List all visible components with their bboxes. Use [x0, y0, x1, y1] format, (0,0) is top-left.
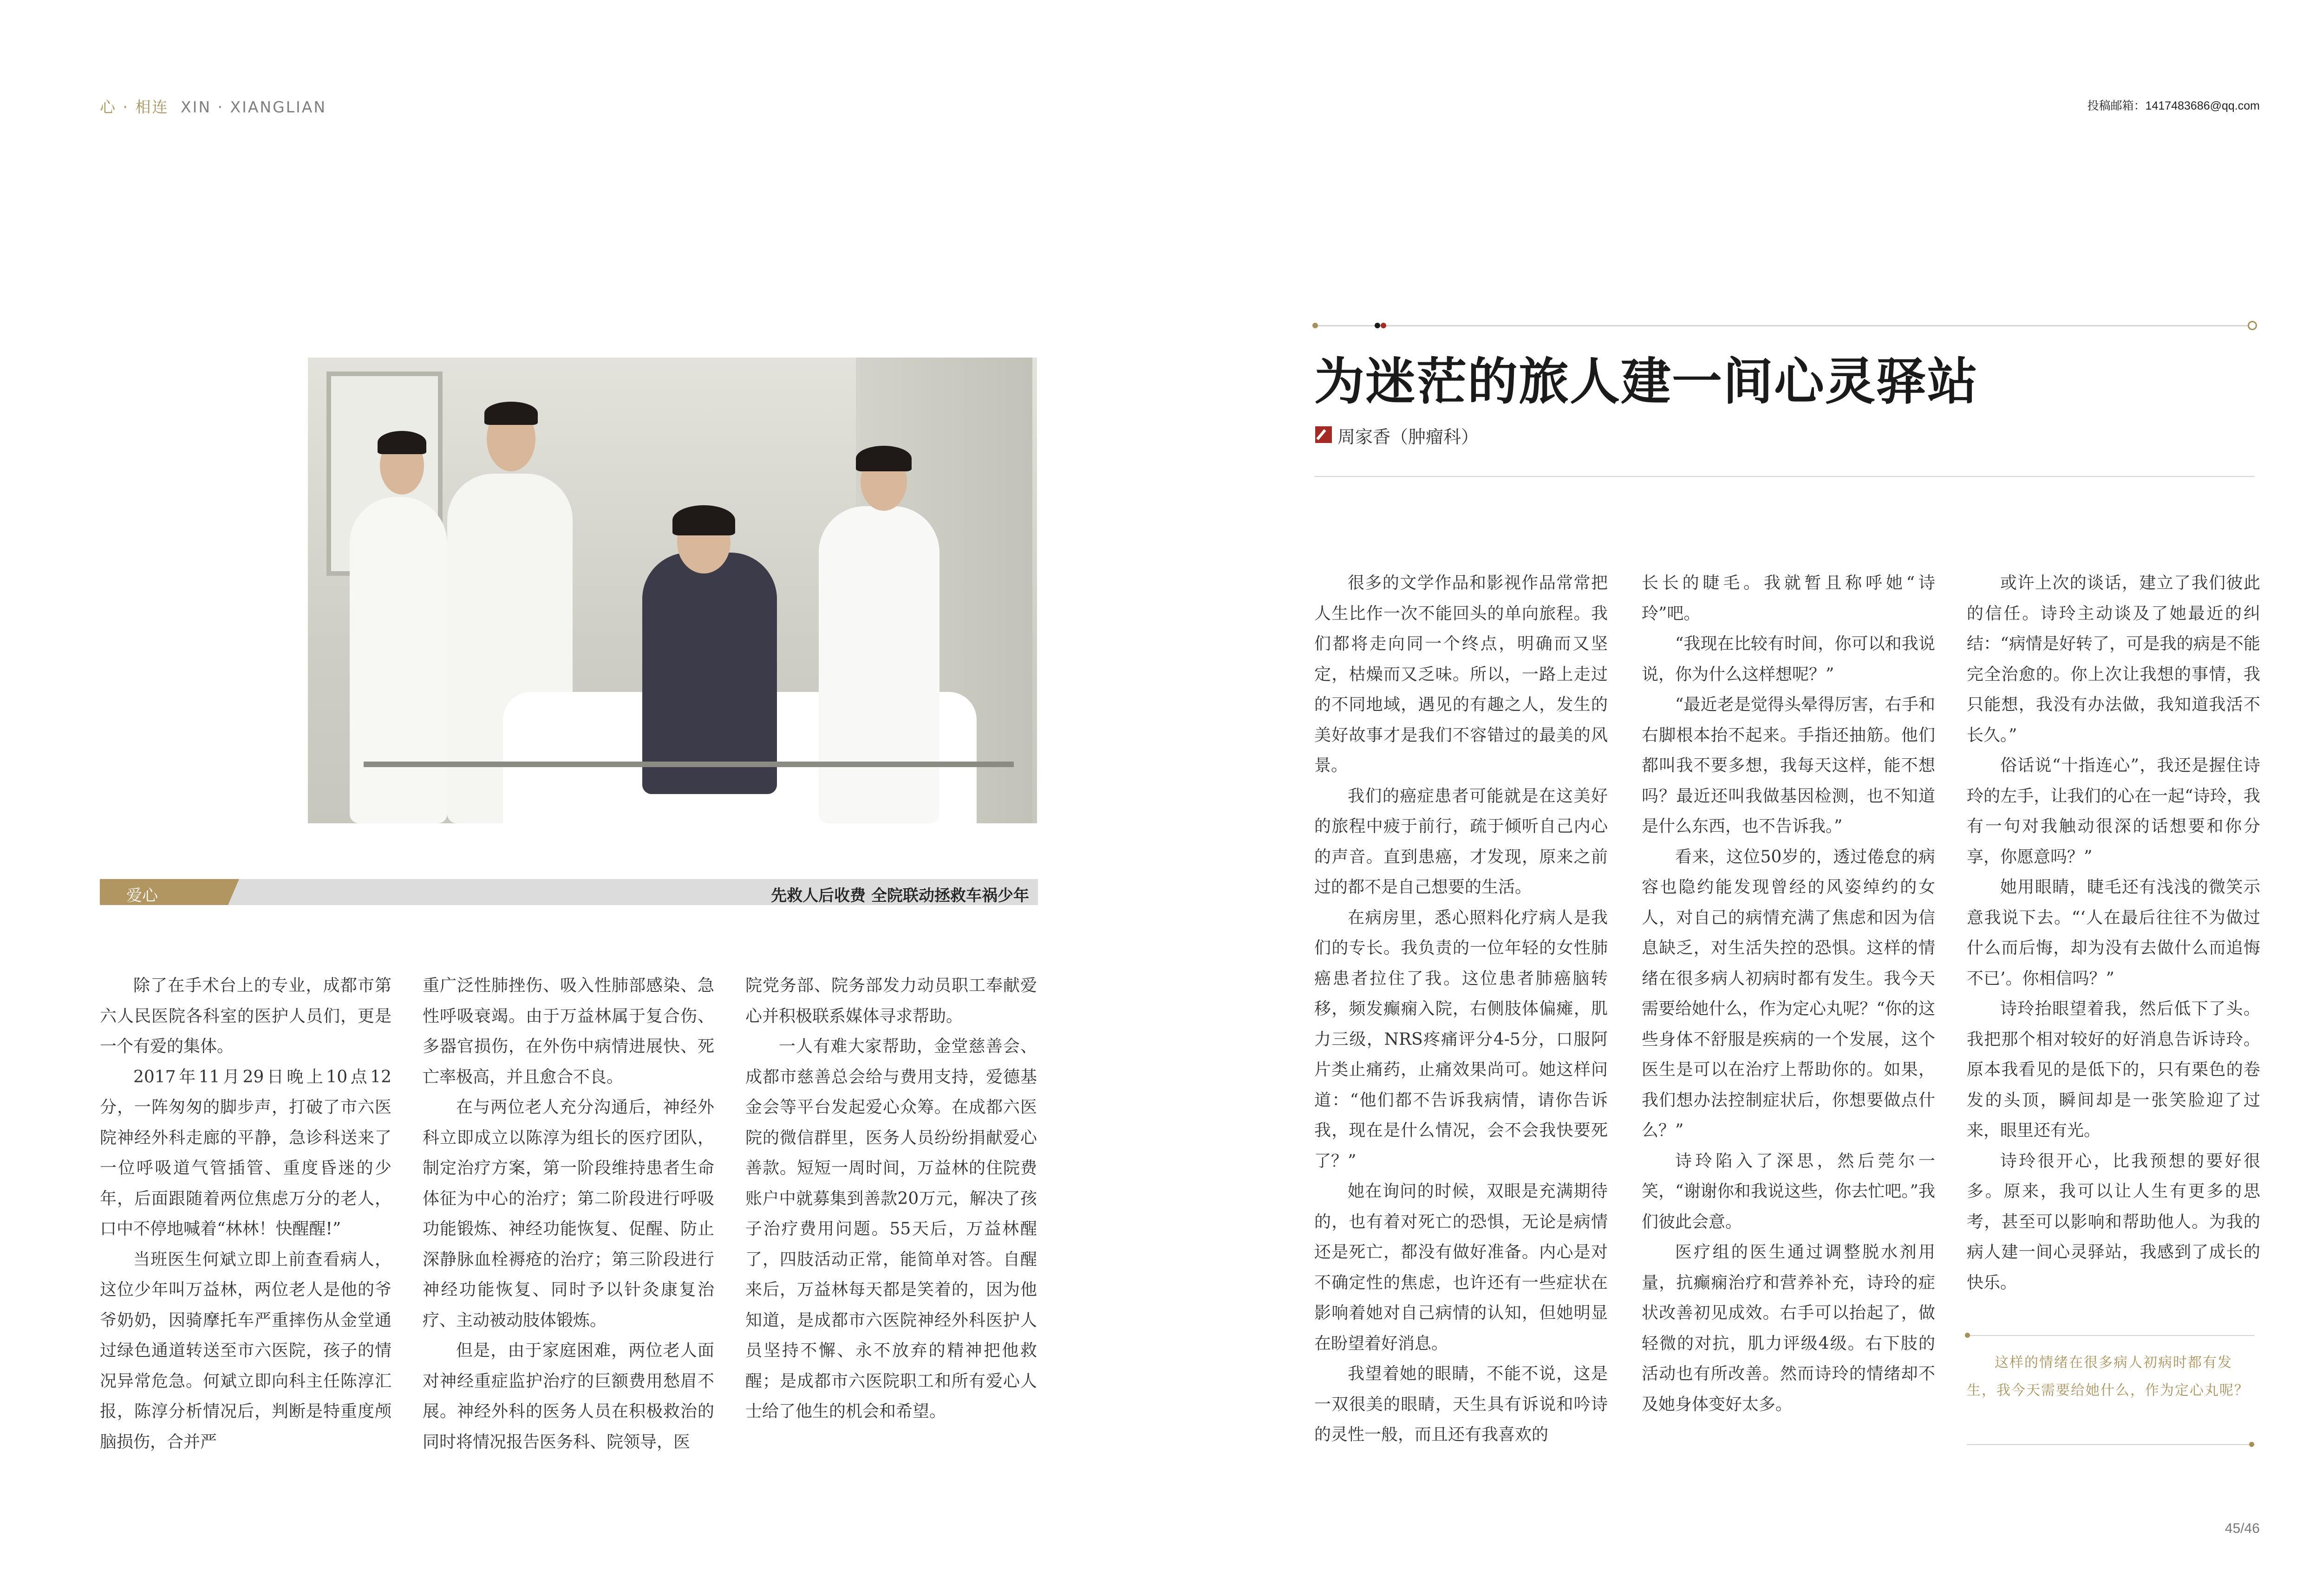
page-number: 45/46 — [2224, 1521, 2260, 1536]
paragraph: “最近老是觉得头晕得厉害，右手和右脚根本抬不起来。手指还抽筋。他们都叫我不要多想，我每天这样，能不想吗？最近还叫我做基因检测，也不知道是什么东西，也不告诉我。” — [1642, 695, 1935, 836]
paragraph: 在病房里，悉心照料化疗病人是我们的专长。我负责的一位年轻的女性肺癌患者拉住了我。这位患者肺癌脑转移，频发癫痫入院，右侧肢体偏瘫，肌力三级，NRS疼痛评分4-5分，口服阿片类止痛药，止痛效果尚可。她这样问道：“他们都不告诉我病情，请你告诉我，现在是什么情况，会不会我快要死了？” — [1314, 908, 1608, 1171]
photo-hair — [672, 505, 735, 535]
section-name-en: XIN · XIANGLIAN — [180, 98, 327, 116]
right-column-1 — [1314, 568, 1608, 1450]
photo-doctor-1 — [350, 497, 447, 823]
photo-nurse — [819, 506, 939, 823]
pen-icon — [1315, 426, 1332, 443]
section-header — [100, 95, 326, 117]
paragraph: 诗玲很开心，比我预想的要好很多。原来，我可以让人生有更多的思考，甚至可以影响和帮助他人。为我的病人建一间心灵驿站，我感到了成长的快乐。 — [1967, 1151, 2260, 1292]
rule-dot — [2249, 1442, 2254, 1447]
byline-rule — [1314, 476, 2255, 477]
right-article-title: 为迷茫的旅人建一间心灵驿站 — [1314, 352, 1979, 411]
caption-tag-label: 爱心 — [126, 886, 158, 905]
paragraph: 俗话说“十指连心”，我还是握住诗玲的左手，让我们的心在一起“诗玲，我有一句对我触动很深的话想要和你分享，你愿意吗？” — [1967, 756, 2260, 866]
photo-hair — [856, 446, 912, 471]
paragraph: 医疗组的医生通过调整脱水剂用量，抗癫痫治疗和营养补充，诗玲的症状改善初见成效。右手可以抬起了，做轻微的对抗，肌力评级4级。右下肢的活动也有所改善。然而诗玲的情绪却不及她身体变好太多。 — [1642, 1243, 1935, 1414]
paragraph: 诗玲陷入了深思，然后莞尔一笑，“谢谢你和我说这些，你去忙吧。”我们彼此会意。 — [1642, 1151, 1935, 1231]
right-column-3 — [1967, 568, 2260, 1298]
left-column-1 — [100, 971, 391, 1457]
rule-dot — [1965, 1333, 1970, 1338]
section-name-cn: 心 · 相连 — [100, 98, 169, 116]
pull-quote-top-rule — [1967, 1335, 2255, 1336]
rule-dot — [1381, 323, 1386, 328]
paragraph: 很多的文学作品和影视作品常常把人生比作一次不能回头的单向旅程。我们都将走向同一个终点，明确而又坚定，枯燥而又乏味。所以，一路上走过的不同地域，遇见的有趣之人，发生的美好故事才是我们不容错过的最美的风景。 — [1314, 573, 1608, 775]
paragraph: 当班医生何斌立即上前查看病人，这位少年叫万益林，两位老人是他的爷爷奶奶，因骑摩托车严重摔伤从金堂通过绿色通道转送至市六医院，孩子的情况异常危急。何斌立即向科主任陈淳汇报，陈淳分析情况后，判断是特重度颅脑损伤，合并严 — [100, 1250, 391, 1452]
right-column-2 — [1642, 568, 1935, 1420]
author-byline: 周家香（肿瘤科） — [1337, 427, 1479, 447]
photo-patient — [642, 553, 777, 794]
paragraph: 除了在手术台上的专业，成都市第六人民医院各科室的医护人员们，更是一个有爱的集体。 — [100, 976, 391, 1056]
paragraph: 她用眼睛，睫毛还有浅浅的微笑示意我说下去。“‘人在最后往往不为做过什么而后悔，却为没有去做什么而追悔不已’。你相信吗？” — [1967, 878, 2260, 988]
article-photo — [308, 358, 1037, 823]
pull-quote: 这样的情绪在很多病人初病时都有发生，我今天需要给她什么，作为定心丸呢？ — [1967, 1355, 2249, 1399]
paragraph: 重广泛性肺挫伤、吸入性肺部感染、急性呼吸衰竭。由于万益林属于复合伤、多器官损伤，在外伤中病情进展快、死亡率极高，并且愈合不良。 — [423, 976, 714, 1087]
paragraph: 长长的睫毛。我就暂且称呼她“诗玲”吧。 — [1642, 573, 1935, 623]
title-top-rule — [1314, 325, 2255, 326]
paragraph: 2017年11月29日晚上10点12分，一阵匆匆的脚步声，打破了市六医院神经外科走廊的平静，急诊科送来了一位呼吸道气管插管、重度昏迷的少年，后面跟随着两位焦虑万分的老人，口中不停地喊着“林林！快醒醒!” — [100, 1067, 391, 1238]
photo-hair — [378, 431, 426, 454]
paragraph: 院党务部、院务部发力动员职工奉献爱心并积极联系媒体寻求帮助。 — [745, 976, 1037, 1026]
paragraph: 我们的癌症患者可能就是在这美好的旅程中疲于前行，疏于倾听自己内心的声音。直到患癌，才发现，原来之前过的都不是自己想要的生活。 — [1314, 786, 1608, 897]
photo-hair — [484, 402, 538, 425]
left-article-title: 先救人后收费 全院联动拯救车祸少年 — [771, 886, 1029, 905]
rule-dot — [1312, 323, 1318, 328]
pull-quote-bottom-rule — [1967, 1444, 2255, 1445]
submit-email: 投稿邮箱：1417483686@qq.com — [2087, 99, 2260, 112]
left-column-2 — [423, 971, 714, 1457]
paragraph: 一人有难大家帮助，金堂慈善会、成都市慈善总会给与费用支持，爱德基金会等平台发起爱心众筹。在成都六医院的微信群里，医务人员纷纷捐献爱心善款。短短一周时间，万益林的住院费账户中就募集到善款20万元，解决了孩子治疗费用问题。55天后，万益林醒了，四肢活动正常，能简单对答。自醒来后，万益林每天都是笑着的，因为他知道，是成都市六医院神经外科医护人员坚持不懈、永不放弃的精神把他救醒；是成都市六医院职工和所有爱心人士给了他生的机会和希望。 — [745, 1037, 1037, 1421]
paragraph: 在与两位老人充分沟通后，神经外科立即成立以陈淳为组长的医疗团队，制定治疗方案，第一阶段维持患者生命体征为中心的治疗；第二阶段进行呼吸功能锻炼、神经功能恢复、促醒、防止深静脉血栓褥疮的治疗；第三阶段进行神经功能恢复、同时予以针灸康复治疗、主动被动肢体锻炼。 — [423, 1098, 714, 1330]
photo-bed-rail — [364, 762, 1014, 767]
paragraph: 但是，由于家庭困难，两位老人面对神经重症监护治疗的巨额费用愁眉不展。神经外科的医务人员在积极救治的同时将情况报告医务科、院领导，医 — [423, 1341, 714, 1452]
caption-tag — [100, 879, 239, 905]
paragraph: 看来，这位50岁的，透过倦怠的病容也隐约能发现曾经的风姿绰约的女人，对自己的病情充满了焦虑和因为信息缺乏，对生活失控的恐惧。这样的情绪在很多病人初病时都有发生。我今天需要给她什么，作为定心丸呢？“你的这些身体不舒服是疾病的一个发展，这个医生是可以在治疗上帮助你的。如果，我们想办法控制症状后，你想要做点什么？” — [1642, 847, 1935, 1140]
paragraph: 或许上次的谈话，建立了我们彼此的信任。诗玲主动谈及了她最近的纠结：“病情是好转了，可是我的病是不能完全治愈的。你上次让我想的事情，我只能想，我没有办法做，我知道我活不长久。” — [1967, 573, 2260, 745]
paragraph: 我望着她的眼睛，不能不说，这是一双很美的眼睛，天生具有诉说和吟诗的灵性一般，而且还有我喜欢的 — [1314, 1364, 1608, 1444]
left-column-3 — [745, 971, 1037, 1427]
paragraph: 诗玲抬眼望着我，然后低下了头。我把那个相对较好的好消息告诉诗玲。原本我看见的是低下的，只有栗色的卷发的头顶，瞬间却是一张笑脸迎了过来，眼里还有光。 — [1967, 999, 2260, 1140]
rule-dot — [1375, 323, 1380, 328]
paragraph: 她在询问的时候，双眼是充满期待的，也有着对死亡的恐惧，无论是病情还是死亡，都没有做好准备。内心是对不确定性的焦虑，也许还有一些症状在影响着她对自己病情的认知，但她明显在盼望着好消息。 — [1314, 1182, 1608, 1353]
paragraph: “我现在比较有时间，你可以和我说说，你为什么这样想呢？” — [1642, 634, 1935, 684]
rule-circle — [2248, 321, 2257, 330]
